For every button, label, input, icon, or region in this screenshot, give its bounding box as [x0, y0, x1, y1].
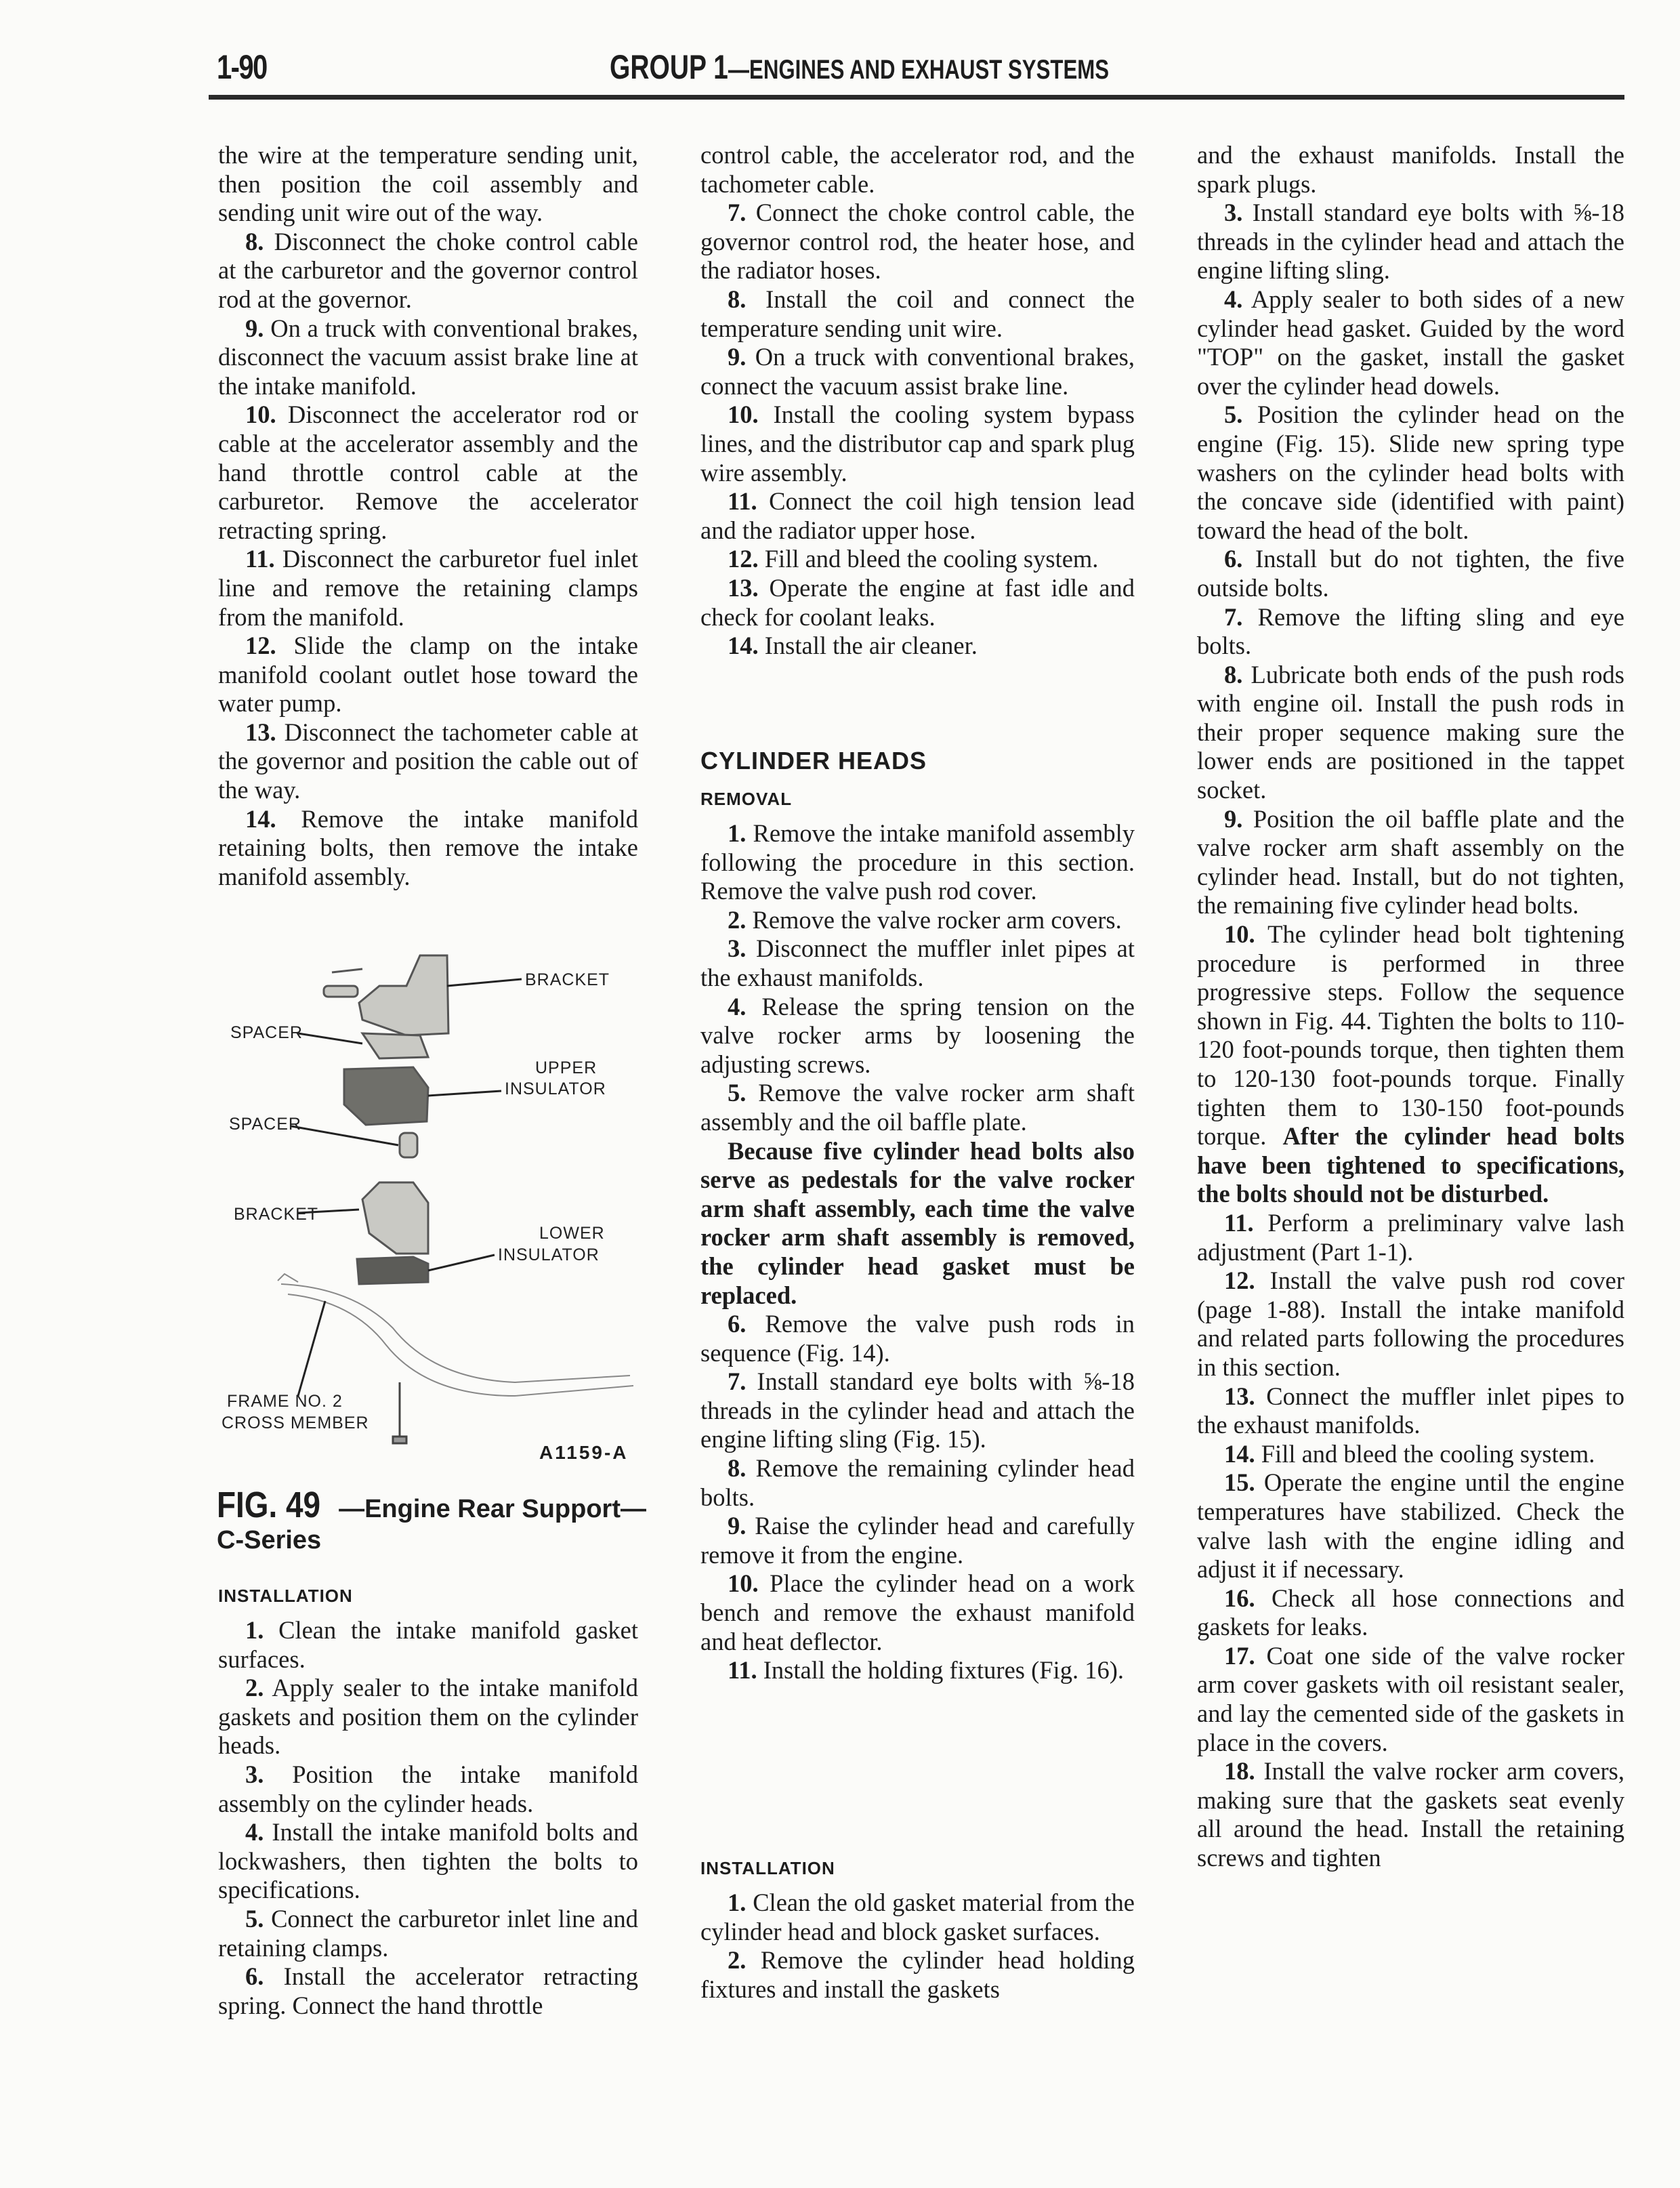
upper-insulator-part [344, 1067, 428, 1125]
col2-installation [700, 1858, 1135, 2004]
step-number: 5. [245, 1904, 264, 1933]
step-text: Install the air cleaner. [758, 632, 978, 660]
step-number: 16. [1224, 1584, 1255, 1612]
step-paragraph [700, 574, 1135, 632]
step-number: 2. [728, 1946, 747, 1975]
step-text: Disconnect the muffler inlet pipes at the exhaust manifolds. [700, 934, 1135, 991]
step-number: 9. [1224, 804, 1243, 833]
installation-steps [218, 1616, 638, 2020]
step-number: 6. [1224, 545, 1243, 573]
step-text: Slide the clamp on the intake manifold coolant outlet hose toward the water pump. [218, 632, 638, 718]
upper-bracket-part [359, 955, 448, 1035]
step-number: 7. [728, 199, 747, 227]
step-paragraph [700, 819, 1135, 906]
step-text: Operate the engine until the engine temperatures have stabilized. Check the valve lash with the engine idling and adjust it if necessary. [1197, 1468, 1624, 1584]
step-paragraph [1197, 1266, 1624, 1382]
step-paragraph [1197, 1642, 1624, 1757]
step-text: Install the holding fixtures (Fig. 16). [757, 1656, 1124, 1685]
step-text: Operate the engine at fast idle and check for coolant leaks. [700, 573, 1135, 631]
step-paragraph [218, 1616, 638, 1674]
group-title: —ENGINES AND EXHAUST SYSTEMS [728, 55, 1110, 85]
step-number: 14. [1224, 1439, 1255, 1468]
step-text: Release the spring tension on the valve rocker arms by loosening the adjusting screws. [700, 992, 1135, 1078]
step-paragraph [1197, 141, 1624, 199]
step-paragraph [1197, 805, 1624, 920]
step-number: 11. [728, 487, 757, 516]
step-number: 10. [245, 400, 276, 429]
label-lower-insulator-1: LOWER [539, 1224, 605, 1243]
step-paragraph [700, 632, 1135, 661]
step-text: Perform a preliminary valve lash adjustment (Part 1-1). [1197, 1208, 1624, 1266]
step-text: Raise the cylinder head and carefully remove it from the engine. [700, 1512, 1135, 1569]
step-number: 8. [728, 1454, 747, 1483]
step-text: Coat one side of the valve rocker arm cover gaskets with oil resistant sealer, and lay the cemented side of the gaskets in place in the covers. [1197, 1641, 1624, 1756]
step-paragraph [700, 545, 1135, 574]
step-paragraph [700, 1656, 1135, 1685]
step-paragraph [700, 400, 1135, 487]
label-frame-2: CROSS MEMBER [222, 1413, 369, 1432]
step-text: Place the cylinder head on a work bench and remove the exhaust manifold and heat deflector. [700, 1569, 1135, 1655]
label-frame-1: FRAME NO. 2 [227, 1392, 343, 1411]
step-text: Position the cylinder head on the engine (Fig. 15). Slide new spring type washers on the cylinder head bolts with the concave side (identified with paint) toward the head of the bolt. [1197, 400, 1624, 544]
step-text: Install the accelerator retracting spring. Connect the hand throttle [218, 1962, 638, 2019]
frame-cross-member-part [278, 1274, 633, 1396]
step-number: 13. [728, 573, 759, 602]
step-number: 9. [728, 1512, 747, 1540]
page-number: 1-90 [217, 48, 267, 86]
step-paragraph [700, 1137, 1135, 1310]
step-text: Remove the valve rocker arm covers. [746, 905, 1122, 934]
step-paragraph [1197, 1584, 1624, 1642]
lower-bracket-part [362, 1182, 428, 1254]
caption-title: —Engine Rear Support— [339, 1495, 646, 1523]
step-paragraph [218, 1818, 638, 1905]
step-number: 11. [245, 545, 275, 573]
step-number: 8. [728, 285, 747, 313]
step-text: Lubricate both ends of the push rods with engine oil. Install the push rods in their proper sequence making sure the lower ends are positioned in the tappet socket. [1197, 660, 1624, 804]
step-text: Clean the old gasket material from the cylinder head and block gasket surfaces. [700, 1888, 1135, 1945]
step-number: 12. [1224, 1266, 1255, 1295]
label-lower-bracket: BRACKET [234, 1205, 319, 1224]
step-number: 9. [728, 343, 747, 371]
section-heading: CYLINDER HEADS [700, 747, 927, 775]
step-paragraph [1197, 1209, 1624, 1266]
step-text: Connect the muffler inlet pipes to the exhaust manifolds. [1197, 1382, 1624, 1439]
step-text: Disconnect the tachometer cable at the governor and position the cable out of the way. [218, 718, 638, 804]
step-text: Install standard eye bolts with ⅝-18 threads in the cylinder head and attach the engine lifting sling (Fig. 15). [700, 1367, 1135, 1453]
step-text: Clean the intake manifold gasket surfaces. [218, 1616, 638, 1673]
step-text: Connect the coil high tension lead and the radiator upper hose. [700, 487, 1135, 544]
figure-caption [217, 1484, 646, 1555]
step-text: Install standard eye bolts with ⅝-18 threads in the cylinder head and attach the engine lifting sling. [1197, 199, 1624, 285]
step-paragraph [700, 934, 1135, 992]
lower-insulator-part [357, 1257, 428, 1284]
step-number: 12. [728, 545, 759, 573]
step-number: 1. [728, 819, 747, 847]
step-number: 6. [245, 1962, 264, 1991]
step-paragraph [700, 1569, 1135, 1656]
step-paragraph [700, 487, 1135, 545]
step-text: Install but do not tighten, the five outside bolts. [1197, 545, 1624, 602]
step-text: Fill and bleed the cooling system. [1255, 1439, 1595, 1468]
step-number: 14. [728, 632, 759, 660]
removal-heading: REMOVAL [700, 789, 793, 809]
step-number: 12. [245, 632, 276, 660]
step-number: 4. [245, 1818, 264, 1846]
label-lower-insulator-2: INSULATOR [498, 1245, 600, 1264]
label-upper-bracket: BRACKET [525, 970, 610, 989]
step-text: Apply sealer to the intake manifold gaskets and position them on the cylinder heads. [218, 1674, 638, 1760]
step-text: Position the intake manifold assembly on the cylinder heads. [218, 1760, 638, 1817]
step-number: 10. [1224, 920, 1255, 949]
step-text: On a truck with conventional brakes, disconnect the vacuum assist brake line at the intake manifold. [218, 314, 638, 400]
step-number: 3. [245, 1760, 264, 1788]
step-paragraph [1197, 603, 1624, 661]
step-paragraph [1197, 1440, 1624, 1469]
step-text: Install the coil and connect the temperature sending unit wire. [700, 285, 1135, 342]
step-paragraph [700, 199, 1135, 285]
step-paragraph [218, 1962, 638, 2020]
step-number: 2. [728, 905, 747, 934]
label-upper-insulator-2: INSULATOR [505, 1079, 606, 1098]
step-number: 4. [728, 992, 747, 1020]
step-number: 11. [728, 1656, 757, 1685]
step-paragraph [1197, 1757, 1624, 1872]
step-paragraph [218, 1760, 638, 1818]
step-paragraph [700, 141, 1135, 199]
step-paragraph [700, 1079, 1135, 1136]
group-label: GROUP 1 [610, 48, 728, 86]
step-text: Remove the remaining cylinder head bolts. [700, 1454, 1135, 1511]
step-number: 8. [1224, 660, 1243, 688]
step-number: 5. [728, 1079, 747, 1107]
step-text: Disconnect the accelerator rod or cable at the accelerator assembly and the hand throttle control cable at the carburetor. Remove the accelerator retracting spring. [218, 400, 638, 544]
step-text: Install the cooling system bypass lines, and the distributor cap and spark plug wire assembly. [700, 400, 1135, 487]
step-paragraph [700, 993, 1135, 1079]
step-paragraph [700, 1310, 1135, 1367]
step-paragraph [1197, 199, 1624, 285]
spacer-sleeve-part [400, 1133, 417, 1157]
step-number: 10. [728, 1569, 759, 1598]
step-text: Remove the intake manifold retaining bolts, then remove the intake manifold assembly. [218, 804, 638, 890]
step-paragraph [1197, 400, 1624, 545]
step-number: 3. [728, 934, 747, 963]
step-paragraph [700, 343, 1135, 400]
warning-text: Because five cylinder head bolts also serve as pedestals for the valve rocker arm shaft assembly, each time the valve rocker arm shaft assembly is removed, the cylinder head gasket must be replaced. [700, 1136, 1135, 1309]
installation-heading: INSTALLATION [218, 1586, 353, 1606]
step-text: control cable, the accelerator rod, and the tachometer cable. [700, 141, 1135, 198]
step-number: 7. [1224, 602, 1243, 631]
step-text: the wire at the temperature sending unit, then position the coil assembly and sending unit wire out of the way. [218, 141, 638, 227]
installation-steps [700, 1888, 1135, 2004]
bolt-pin-icon [324, 969, 362, 997]
step-text: Position the oil baffle plate and the valve rocker arm shaft assembly on the cylinder head. Install, but do not tighten, the remaining five cylinder head bolts. [1197, 804, 1624, 920]
step-number: 17. [1224, 1641, 1255, 1670]
step-number: 11. [1224, 1208, 1254, 1237]
step-number: 5. [1224, 400, 1243, 429]
frame-bolt-part [393, 1382, 406, 1443]
step-text: Connect the choke control cable, the governor control rod, the heater hose, and the radiator hoses. [700, 199, 1135, 285]
col2-removal [700, 747, 1135, 1685]
step-text: Remove the cylinder head holding fixtures and install the gaskets [700, 1946, 1135, 2003]
step-number: 4. [1224, 285, 1243, 313]
step-number: 15. [1224, 1468, 1255, 1497]
step-number: 3. [1224, 199, 1243, 227]
step-number: 14. [245, 804, 276, 833]
step-paragraph [700, 1512, 1135, 1569]
step-paragraph [218, 1905, 638, 1962]
step-number: 2. [245, 1674, 264, 1702]
step-number: 1. [728, 1888, 747, 1916]
step-paragraph [700, 285, 1135, 343]
step-text: Remove the valve push rods in sequence (Fig. 14). [700, 1310, 1135, 1367]
step-text: On a truck with conventional brakes, connect the vacuum assist brake line. [700, 343, 1135, 400]
step-paragraph [1197, 1382, 1624, 1440]
col1-installation [218, 1586, 638, 2020]
step-text: Check all hose connections and gaskets for leaks. [1197, 1584, 1624, 1641]
step-paragraph [1197, 1468, 1624, 1584]
step-text: Install the valve rocker arm covers, making sure that the gaskets seat evenly all around the head. Install the retaining screws and tighten [1197, 1757, 1624, 1872]
step-number: 13. [245, 718, 276, 746]
step-paragraph [700, 1367, 1135, 1454]
step-paragraph [700, 1888, 1135, 1946]
step-paragraph [1197, 920, 1624, 1209]
removal-steps [700, 819, 1135, 1685]
figure-code: A1159-A [539, 1442, 629, 1463]
step-number: 7. [728, 1367, 747, 1396]
step-text: Disconnect the carburetor fuel inlet line and remove the retaining clamps from the manifold. [218, 545, 638, 631]
step-paragraph [1197, 285, 1624, 400]
col2-top [700, 141, 1135, 661]
step-text: Connect the carburetor inlet line and retaining clamps. [218, 1904, 638, 1962]
step-text: Disconnect the choke control cable at the carburetor and the governor control rod at the governor. [218, 227, 638, 313]
label-lower-spacer: SPACER [229, 1115, 301, 1134]
step-number: 18. [1224, 1757, 1255, 1786]
step-text: The cylinder head bolt tightening procedure is performed in three progressive steps. Follow the sequence shown in Fig. 44. Tighten the bolts to 110-120 foot-pounds torque, then tighten them to 120-130 foot-pounds torque. Finally tighten them to 130-150 foot-pounds torque. [1197, 920, 1624, 1151]
step-paragraph [700, 906, 1135, 935]
upper-spacer-part [362, 1033, 428, 1058]
step-number: 9. [245, 314, 264, 342]
step-number: 13. [1224, 1382, 1255, 1410]
caption-fig-number: FIG. 49 [217, 1485, 321, 1525]
installation-heading: INSTALLATION [700, 1858, 835, 1878]
step-paragraph [700, 1946, 1135, 2004]
caption-subtitle: C-Series [217, 1526, 322, 1554]
step-text: and the exhaust manifolds. Install the spark plugs. [1197, 141, 1624, 198]
step-number: 6. [728, 1310, 747, 1338]
step-paragraph [218, 1674, 638, 1760]
step-paragraph [1197, 661, 1624, 805]
step-text: Fill and bleed the cooling system. [758, 545, 1099, 573]
step-paragraph [1197, 545, 1624, 602]
label-upper-spacer: SPACER [230, 1023, 303, 1042]
step-number: 10. [728, 400, 759, 429]
step-number: 8. [245, 227, 264, 255]
step-text: Remove the valve rocker arm shaft assembly and the oil baffle plate. [700, 1079, 1135, 1136]
step-number: 1. [245, 1616, 264, 1644]
step-text: Install the intake manifold bolts and lockwashers, then tighten the bolts to specifications. [218, 1818, 638, 1904]
label-upper-insulator-1: UPPER [535, 1058, 597, 1077]
step-text: Remove the intake manifold assembly following the procedure in this section. Remove the valve push rod cover. [700, 819, 1135, 905]
step-paragraph [700, 1454, 1135, 1512]
col3-steps [1197, 141, 1624, 1873]
step-text: Install the valve push rod cover (page 1-88). Install the intake manifold and related parts following the procedures in this section. [1197, 1266, 1624, 1381]
warning-text: After the cylinder head bolts have been tightened to specifications, the bolts should not be disturbed. [1197, 1122, 1624, 1208]
step-text: Apply sealer to both sides of a new cylinder head gasket. Guided by the word "TOP" on the gasket, install the gasket over the cylinder head dowels. [1197, 285, 1624, 400]
step-text: Remove the lifting sling and eye bolts. [1197, 602, 1624, 660]
